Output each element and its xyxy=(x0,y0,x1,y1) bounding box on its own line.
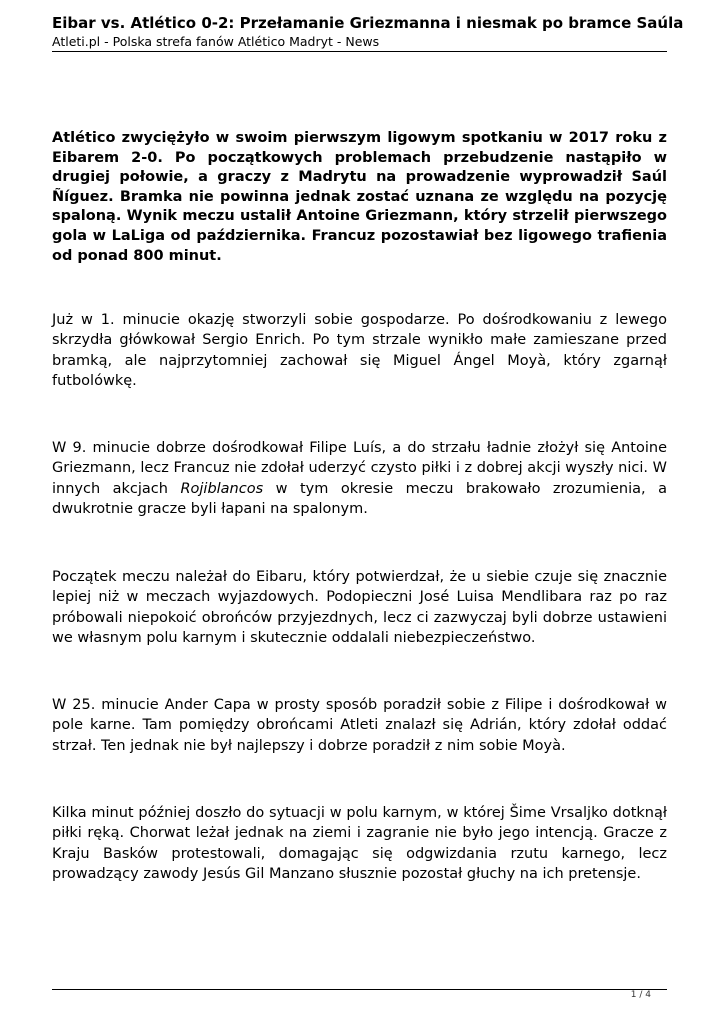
article-paragraph-1: Już w 1. minucie okazję stworzyli sobie gospodarze. Po dośrodkowaniu z lewego skrzydła główkował Sergio Enrich. Po tym strzale wynikło małe zamieszane przed bramką, ale najprzytomniej zachował się Miguel Ángel Moyà, który zgarnął futbolówkę. xyxy=(52,312,667,390)
header-divider xyxy=(52,51,667,52)
page-number: 1 / 4 xyxy=(630,990,651,1000)
article-lead: Atlético zwyciężyło w swoim pierwszym ligowym spotkaniu w 2017 roku z Eibarem 2-0. Po początkowych problemach przebudzenie nastąpiło w drugiej połowie, a graczy z Madrytu na prowadzenie wyprowadził Saúl Ñíguez. Bramka nie powinna jednak zostać uznana ze względu na pozycję spaloną. Wynik meczu ustalił Antoine Griezmann, który strzelił pierwszego gola w LaLiga od października. Francuz pozostawiał bez ligowego trafienia od ponad 800 minut. xyxy=(52,130,667,264)
document-title: Eibar vs. Atlético 0-2: Przełamanie Griezmanna i niesmak po bramce Saúla xyxy=(52,14,684,32)
paragraph-2-emphasis: Rojiblancos xyxy=(180,480,264,497)
page-header xyxy=(52,14,684,50)
document-page xyxy=(52,0,684,1024)
document-subtitle: Atleti.pl - Polska strefa fanów Atlético Madryt - News xyxy=(52,34,380,49)
article-paragraph-4: W 25. minucie Ander Capa w prosty sposób poradził sobie z Filipe i dośrodkował w pole karne. Tam pomiędzy obrońcami Atleti znalazł się Adrián, który zdołał oddać strzał. Ten jednak nie był najlepszy i dobrze poradził z nim sobie Moyà. xyxy=(52,697,667,754)
footer-divider xyxy=(52,989,667,990)
article-paragraph-5: Kilka minut później doszło do sytuacji w polu karnym, w której Šime Vrsaljko dotknął piłki ręką. Chorwat leżał jednak na ziemi i zagranie nie było jego intencją. Gracze z Kraju Basków protestowali, domagając się odgwizdania rzutu karnego, lecz prowadzący zawody Jesús Gil Manzano słusznie pozostał głuchy na ich pretensje. xyxy=(52,805,667,883)
paragraph-2-text-end: w tym okresie meczu brakowało zrozumienia, a dwukrotnie gracze byli łapani na spalonym. xyxy=(52,480,668,518)
article-paragraph-3: Początek meczu należał do Eibaru, który potwierdzał, że u siebie czuje się znacznie lepiej niż w meczach wyjazdowych. Podopieczni José Luisa Mendlibara raz po raz próbowali niepokoić obrońców przyjezdnych, lecz ci zazwyczaj byli dobrze ustawieni we własnym polu karnym i skutecznie oddalali niebezpieczeństwo. xyxy=(52,569,667,647)
paragraph-2-text-start: W 9. minucie dobrze dośrodkował Filipe Luís, a do strzału ładnie złożył się Antoine Griezmann, lecz Francuz nie zdołał uderzyć czysto piłki i z dobrej akcji wyszły nici. W innych akcjach xyxy=(52,440,667,497)
article-paragraph-2 xyxy=(52,438,667,520)
